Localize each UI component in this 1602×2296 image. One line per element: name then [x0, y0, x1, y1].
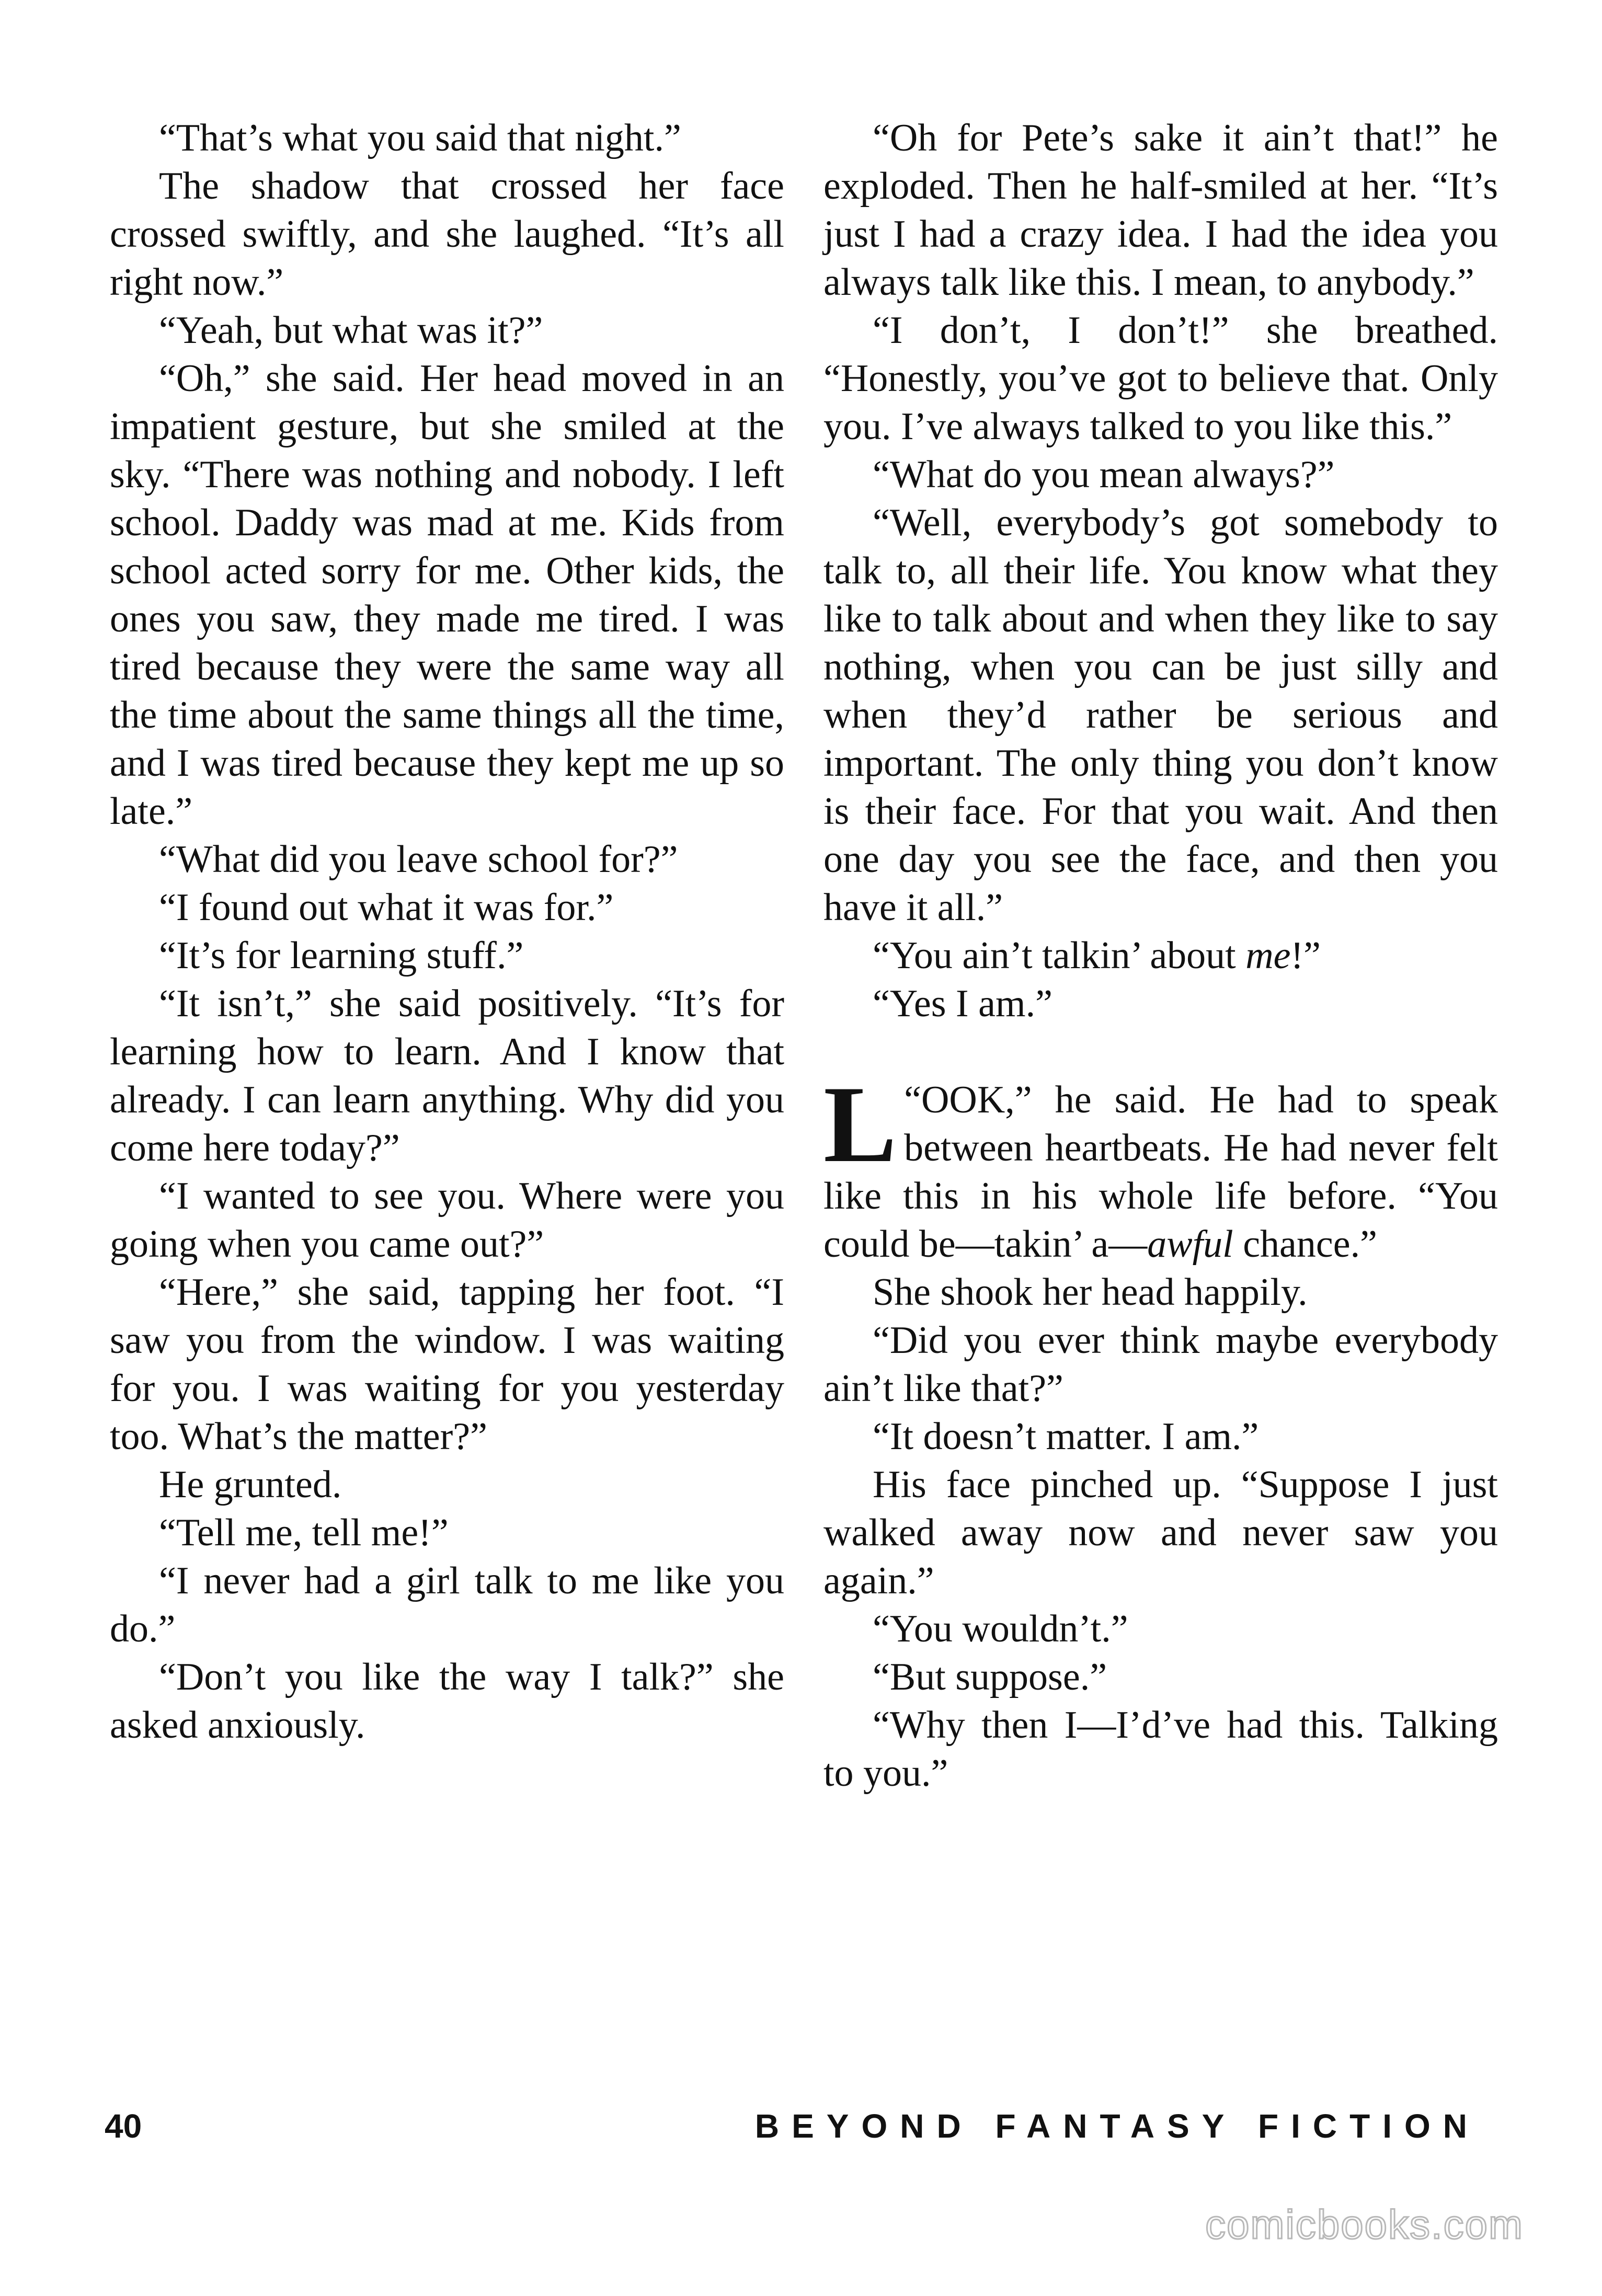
paragraph: “Why then I—I’d’ve had this. Talking to you.” — [823, 1704, 1498, 1795]
paragraph: “Oh,” she said. Her head moved in an impatient gesture, but she smiled at the sky. “There was nothing and nobody. I left school. Daddy was mad at me. Kids from school acted sorry for me. Other kids, the ones you saw, they made me tired. I was tired because they were the same way all the time about the same things all the time, and I was tired because they kept me up so late.” — [110, 357, 784, 833]
page-footer — [105, 2107, 1480, 2149]
paragraph: “I don’t, I don’t!” she breathed. “Honestly, you’ve got to believe that. Only you. I’ve always talked to you like this.” — [823, 309, 1498, 448]
paragraph: “Well, everybody’s got somebody to talk to, all their life. You know what they like to talk about and when they like to say nothing, when you can be just silly and when they’d rather be serious and important. The only thing you don’t know is their face. For that you wait. And then one day you see the face, and then you have it all.” — [823, 501, 1498, 929]
paragraph-text: “You ain’t talkin’ about — [873, 934, 1246, 977]
paragraph: “You wouldn’t.” — [873, 1608, 1128, 1650]
paragraph: “Tell me, tell me!” — [159, 1511, 449, 1554]
paragraph: “I wanted to see you. Where were you going when you came out?” — [110, 1175, 784, 1266]
paragraph: She shook her head happily. — [873, 1271, 1308, 1314]
paragraph-text: !” — [1290, 934, 1321, 977]
paragraph: He grunted. — [159, 1463, 342, 1506]
paragraph: The shadow that crossed her face crossed swiftly, and she laughed. “It’s all right now.” — [110, 165, 784, 304]
page-number: 40 — [105, 2107, 142, 2145]
magazine-title: BEYOND FANTASY FICTION — [754, 2107, 1480, 2145]
paragraph: “It isn’t,” she said positively. “It’s for learning how to learn. And I know that already. I can learn anything. Why did you come here today?” — [110, 982, 784, 1169]
dropcap-letter: L — [823, 1064, 897, 1185]
paragraph: “What did you leave school for?” — [159, 838, 678, 881]
paragraph: “But suppose.” — [873, 1656, 1107, 1698]
paragraph: “Don’t you like the way I talk?” she asked anxiously. — [110, 1656, 784, 1747]
section-break — [823, 1028, 1498, 1076]
paragraph: “Yes I am.” — [873, 982, 1052, 1025]
paragraph: “Oh for Pete’s sake it ain’t that!” he exploded. Then he half-smiled at her. “It’s just I had a crazy idea. I had the idea you always talk like this. I mean, to anybody.” — [823, 117, 1498, 304]
paragraph: His face pinched up. “Suppose I just walked away now and never saw you again.” — [823, 1463, 1498, 1602]
paragraph: “Did you ever think maybe everybody ain’t like that?” — [823, 1319, 1498, 1410]
emphasis-text: me — [1245, 934, 1291, 977]
paragraph: “Yeah, but what was it?” — [159, 309, 543, 352]
paragraph: “I found out what it was for.” — [159, 886, 614, 929]
paragraph-text: chance.” — [1233, 1223, 1377, 1266]
dropcap-paragraph — [823, 1064, 1498, 1268]
left-text-column — [110, 114, 784, 1749]
emphasis-text: awful — [1147, 1223, 1233, 1266]
paragraph-text: OOK,” he said. He had to speak between heartbeats. He had never felt like this in his whole life before. “You could be—takin’ a— — [823, 1078, 1498, 1266]
paragraph: “Here,” she said, tapping her foot. “I saw you from the window. I was waiting for you. I was waiting for you yesterday too. What’s the matter?” — [110, 1271, 784, 1458]
paragraph: “What do you mean always?” — [873, 453, 1335, 496]
paragraph: “That’s what you said that night.” — [159, 117, 681, 159]
paragraph: “I never had a girl talk to me like you do.” — [110, 1559, 784, 1650]
paragraph — [823, 932, 1498, 980]
dropcap-quote-mark: “ — [904, 1078, 921, 1121]
paragraph: “It’s for learning stuff.” — [159, 934, 524, 977]
paragraph: “It doesn’t matter. I am.” — [873, 1415, 1259, 1458]
right-text-column — [823, 114, 1498, 1797]
watermark: comicbooks.com — [1205, 2201, 1524, 2247]
